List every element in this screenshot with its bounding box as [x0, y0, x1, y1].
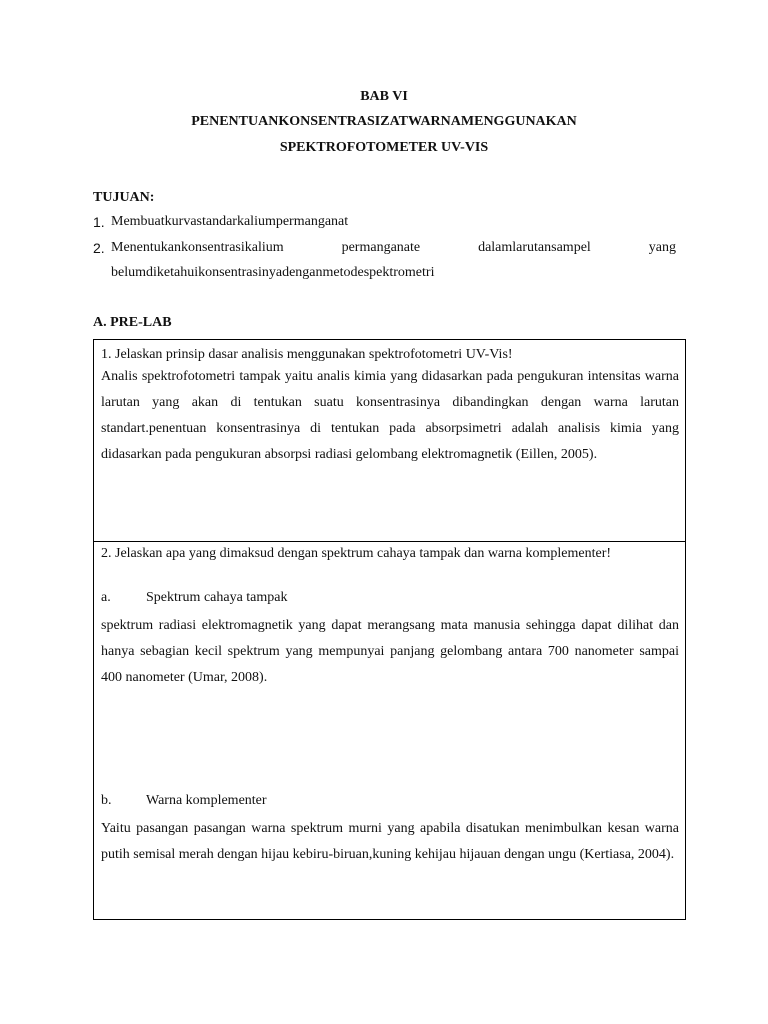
- objective-2-word-3: dalamlarutansampel: [478, 240, 591, 255]
- objectives-heading: TUJUAN:: [93, 190, 155, 205]
- objective-2-word-2: permanganate: [341, 240, 421, 255]
- answer-b-text: Yaitu pasangan pasangan warna spektrum murni yang apabila disatukan menimbulkan kesan warna putih semisal merah dengan hijau kebiru-biruan,kuning kehijau hijauan dengan ungu (Kertiasa, 2004).: [101, 821, 679, 862]
- objective-2-line-1: [111, 240, 676, 256]
- answer-b-label: b.: [101, 793, 112, 808]
- objective-2-word-4: yang: [648, 240, 676, 255]
- page-subtitle: SPEKTROFOTOMETER UV-VIS: [279, 140, 489, 155]
- question-1-answer: Analis spektrofotometri tampak yaitu analis kimia yang didasarkan pada pengukuran intensitas warna larutan yang akan di tentukan suatu konsentrasinya dibandingkan dengan warna larutan standart.penentuan konsentrasinya di tentukan pada absorpsimetri adalah analisis kimia yang didasarkan pada pengukuran absorpsi radiasi gelombang elektromagnetik (Eillen, 2005).: [101, 369, 679, 462]
- question-2-text: 2. Jelaskan apa yang dimaksud dengan spektrum cahaya tampak dan warna komplementer!: [101, 546, 612, 561]
- objective-1-number: 1.: [93, 214, 105, 230]
- answer-b-title: Warna komplementer: [146, 793, 267, 808]
- question-1-text: 1. Jelaskan prinsip dasar analisis menggunakan spektrofotometri UV-Vis!: [101, 347, 513, 362]
- prelab-question-2-box: [93, 541, 686, 920]
- objective-2-line-2: belumdiketahuikonsentrasinyadenganmetodespektrometri: [111, 265, 435, 280]
- page-title: PENENTUANKONSENTRASIZATWARNAMENGGUNAKAN: [191, 114, 577, 129]
- objective-2-number: 2.: [93, 240, 105, 256]
- answer-a-title: Spektrum cahaya tampak: [146, 590, 288, 605]
- chapter-label: BAB VI: [360, 89, 408, 104]
- prelab-question-1-box: [93, 339, 686, 542]
- prelab-heading: A. PRE-LAB: [93, 315, 172, 330]
- objective-2-word-1: Menentukankonsentrasikalium: [111, 240, 284, 255]
- answer-a-label: a.: [101, 590, 111, 605]
- objective-1-text: Membuatkurvastandarkaliumpermanganat: [111, 214, 349, 229]
- answer-a-text: spektrum radiasi elektromagnetik yang dapat merangsang mata manusia sehingga dapat dilihat dan hanya sebagian kecil spektrum yang mempunyai panjang gelombang antara 700 nanometer sampai 400 nanometer (Umar, 2008).: [101, 618, 679, 685]
